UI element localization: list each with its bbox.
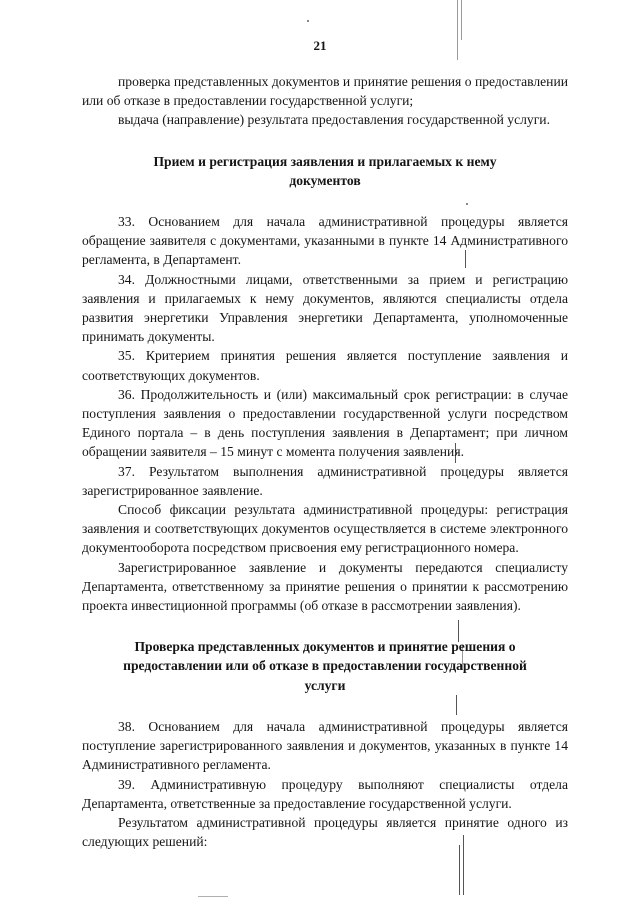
paragraph-34: 34. Должностными лицами, ответственными за прием и регистрацию заявления и прилагаемых к нему документов, являются специалисты отдела развития энергетики Управления энергетики Департамента, уполномоченные принимать документы. xyxy=(82,271,568,345)
paragraph-33: 33. Основанием для начала административной процедуры является обращение заявителя с документами, указанными в пункте 14 Административного регламента, в Департамент. xyxy=(82,214,568,268)
paragraph-36: 36. Продолжительность и (или) максимальный срок регистрации: в случае поступления заявления о предоставлении государственной услуги посредством Единого портала – в день поступления заявления в Департамент; при личном обращении заявителя – 15 минут с момента получения заявления. xyxy=(82,386,568,460)
section-heading-verification: Проверка представленных документов и принятие решения о предоставлении или об отказе в предоставлении государственной услуги xyxy=(123,639,527,693)
scan-binding-line xyxy=(461,0,462,40)
intro-paragraph-2: выдача (направление) результата предоставления государственной услуги. xyxy=(118,112,550,128)
document-body xyxy=(82,72,568,851)
paragraph-fixation-method: Способ фиксации результата административной процедуры: регистрация заявления и соответствующих документов осуществляется в системе электронного документооборота посредством присвоения ему регистрационного номера. xyxy=(82,502,568,556)
paragraph-35: 35. Критерием принятия решения является поступление заявления и соответствующих документов. xyxy=(82,348,568,383)
scan-binding-line xyxy=(459,845,460,895)
scan-speck xyxy=(307,20,309,22)
paragraph-37: 37. Результатом выполнения административной процедуры является зарегистрированное заявление. xyxy=(82,463,568,498)
page-number: 21 xyxy=(313,38,327,53)
paragraph-result: Результатом административной процедуры является принятие одного из следующих решений: xyxy=(82,814,568,850)
paragraph-39: 39. Административную процедуру выполняют специалисты отдела Департамента, ответственные за предоставление государственной услуги. xyxy=(82,776,568,811)
section-heading-reception: Прием и регистрация заявления и прилагаемых к нему документов xyxy=(153,153,497,188)
paragraph-38: 38. Основанием для начала административной процедуры является поступление зарегистрированного заявления и документов, указанных в пункте 14 Административного регламента. xyxy=(82,718,568,773)
intro-paragraph-1: проверка представленных документов и принятие решения о предоставлении или об отказе в предоставлении государственной услуги; xyxy=(82,74,568,109)
paragraph-registered-transfer: Зарегистрированное заявление и документы передаются специалисту Департамента, ответственному за принятие решения о принятии к рассмотрению проекта инвестиционной программы (об отказе в рассмотрении заявления). xyxy=(82,559,568,614)
scan-bottom-rule xyxy=(198,896,228,897)
